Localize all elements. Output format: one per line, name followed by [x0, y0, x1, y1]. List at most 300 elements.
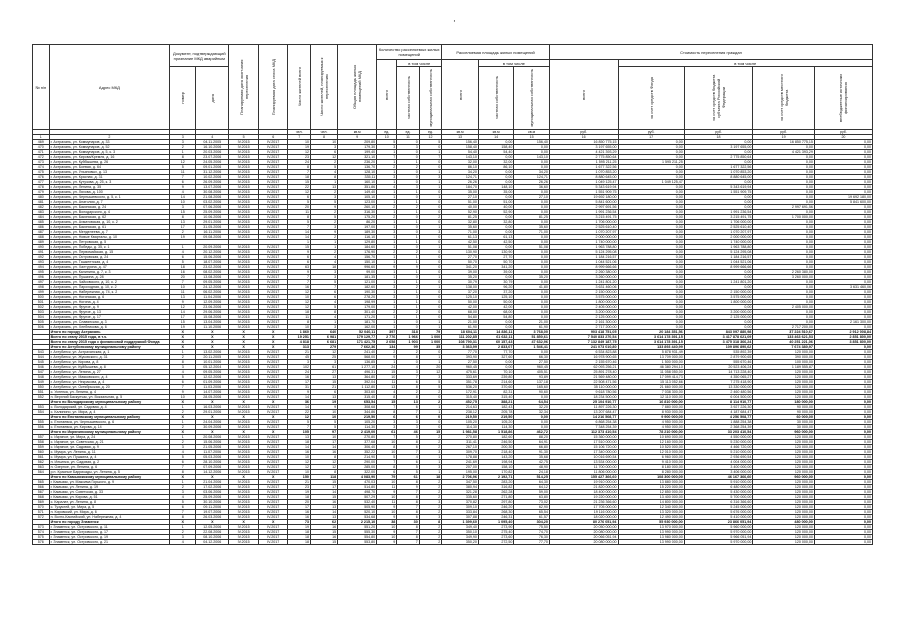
table-cell: 05.12.2004	[196, 365, 229, 370]
table-cell: 498,70	[338, 490, 377, 495]
table-cell: 158,10	[478, 465, 513, 470]
table-cell: 0,00	[814, 430, 872, 435]
table-cell: 12 490 000,00	[618, 515, 684, 520]
table-cell: 8	[397, 500, 419, 505]
col-cost-total-header	[549, 60, 618, 130]
table-cell: 15	[288, 245, 310, 250]
table-cell: 0	[419, 200, 441, 205]
table-cell: 0,00	[814, 460, 872, 465]
table-cell: IV.2015	[229, 205, 259, 210]
table-cell: 120 000,00	[753, 460, 815, 465]
table-cell: 40 251 221,06	[753, 340, 815, 345]
col-people-planned-header	[310, 45, 337, 130]
table-cell: 1	[377, 240, 397, 245]
table-cell: 0,00	[753, 175, 815, 180]
table-cell: 45	[288, 355, 310, 360]
table-cell: 15	[377, 370, 397, 375]
table-cell: 7	[397, 450, 419, 455]
table-cell: IV.2017	[258, 360, 288, 365]
table-cell: 492	[33, 255, 50, 260]
table-cell: 155 427 366,60	[549, 475, 618, 480]
table-cell: 39,00	[478, 270, 513, 275]
table-cell: 495	[33, 270, 50, 275]
table-cell: 0,00	[814, 170, 872, 175]
cost-total-label: всего	[581, 89, 587, 100]
table-cell: 9	[170, 185, 196, 190]
table-cell: 555,30	[338, 530, 377, 535]
address-cell: с. Икряное, ул. Садовая, д. 9	[49, 445, 170, 450]
table-cell: 6	[288, 195, 310, 200]
table-cell: IV.2015	[229, 280, 259, 285]
address-cell: с. Енотаевка, ул. Чернышевского, д. 6	[49, 420, 170, 425]
table-cell: 24.04.2006	[196, 420, 229, 425]
table-cell: 843 097 880,98	[684, 330, 753, 335]
table-cell: 0,00	[753, 160, 815, 165]
col-area-all-header	[442, 60, 479, 130]
table-cell: IV.2015	[229, 495, 259, 500]
table-cell: 09.11.2006	[196, 505, 229, 510]
table-cell: 3	[310, 360, 337, 365]
table-cell: 13 330 000,00	[684, 385, 753, 390]
table-cell: 0,00	[753, 315, 815, 320]
table-cell: 6	[397, 515, 419, 520]
table-cell: IV.2015	[229, 300, 259, 305]
table-cell: 24.12.2006	[196, 285, 229, 290]
table-cell: 21,00	[442, 320, 479, 325]
table-cell: 0,00	[684, 285, 753, 290]
table-cell: 16	[310, 535, 337, 540]
table-cell: 66,80	[514, 445, 550, 450]
table-cell: 3	[419, 375, 441, 380]
table-cell: 1 966	[397, 335, 419, 340]
table-cell: 18	[170, 265, 196, 270]
col-area-total-header	[338, 45, 377, 130]
table-cell: 8	[397, 535, 419, 540]
table-cell: 8	[397, 395, 419, 400]
table-cell: 120 000,00	[753, 490, 815, 495]
column-number-cell: 11	[397, 135, 419, 140]
table-cell: 28.10.2006	[196, 460, 229, 465]
table-cell: 1	[377, 305, 397, 310]
table-cell: 14 216 508,77	[549, 415, 618, 420]
table-cell: 2	[170, 440, 196, 445]
table-cell: 344,86	[338, 410, 377, 415]
table-cell: 0	[419, 235, 441, 240]
table-cell: 120 000,00	[753, 445, 815, 450]
table-cell: 120 000,00	[753, 440, 815, 445]
table-cell: 0,00	[814, 290, 872, 295]
table-cell: 21	[310, 385, 337, 390]
table-cell: 0	[419, 280, 441, 285]
table-cell: 10	[310, 140, 337, 145]
table-cell: 315,40	[338, 395, 377, 400]
table-cell: 50,70	[442, 260, 479, 265]
table-cell: 22 508 471,56	[549, 380, 618, 385]
table-cell: 2	[419, 435, 441, 440]
table-cell: 532,40	[338, 500, 377, 505]
table-cell: 0,00	[618, 295, 684, 300]
table-cell: 480	[33, 195, 50, 200]
address-cell: г. Астрахань, ул. Бакинская, д. 62	[49, 215, 170, 220]
table-cell: 111 202,85	[442, 335, 479, 340]
table-cell: 341,20	[442, 265, 479, 270]
table-cell: IV.2015	[229, 445, 259, 450]
table-cell: 491	[33, 250, 50, 255]
table-cell: IV.2015	[229, 270, 259, 275]
table-cell: 0,00	[814, 440, 872, 445]
unit-cell: руб.	[753, 130, 815, 135]
table-cell: 1	[170, 420, 196, 425]
table-cell: 0,00	[753, 180, 815, 185]
table-cell: 0,00	[814, 400, 872, 405]
table-cell: 0,00	[814, 175, 872, 180]
table-cell: 996,60	[338, 265, 377, 270]
table-cell: 0	[397, 150, 419, 155]
table-cell: 0,00	[814, 185, 872, 190]
table-cell: 3 400 000,00	[684, 465, 753, 470]
table-cell: 4	[377, 390, 397, 395]
table-cell: 1	[377, 210, 397, 215]
table-cell: 0,00	[814, 450, 872, 455]
unit-cell: чел.	[310, 130, 337, 135]
table-cell: 9	[288, 250, 310, 255]
table-cell: 21 660 000,00	[618, 385, 684, 390]
table-cell: 97	[310, 430, 337, 435]
table-cell: IV.2017	[258, 375, 288, 380]
table-cell: 273,90	[478, 525, 513, 530]
table-cell: 150,10	[338, 260, 377, 265]
table-cell: 0,00	[814, 220, 872, 225]
table-cell: 0,00	[514, 295, 550, 300]
table-cell: 11	[170, 170, 196, 175]
page-mark: ·	[453, 17, 456, 27]
table-cell: 12	[310, 460, 337, 465]
table-cell: 0,00	[478, 180, 513, 185]
table-cell: 9	[397, 265, 419, 270]
table-cell: 9	[288, 390, 310, 395]
table-cell: 189,30	[338, 230, 377, 235]
table-cell: 0,00	[753, 285, 815, 290]
table-cell: 2	[419, 525, 441, 530]
table-cell: 0,00	[618, 255, 684, 260]
column-number-cell: 3	[170, 135, 196, 140]
table-cell: 8 999 666,66	[549, 265, 618, 270]
table-cell: 3 260 000,00	[753, 275, 815, 280]
table-cell: 2 000 000,00	[549, 235, 618, 240]
table-cell: IV.2015	[229, 165, 259, 170]
table-cell: 73	[288, 520, 310, 525]
table-cell: 2 215,10	[338, 520, 377, 525]
table-cell: 10	[377, 375, 397, 380]
rooms-subgroup-header: в том числе	[397, 60, 442, 67]
table-cell: 17	[288, 380, 310, 385]
table-cell: X	[229, 340, 259, 345]
table-cell: 405,51	[514, 370, 550, 375]
table-cell: 6	[397, 415, 419, 420]
table-cell: IV.2015	[229, 540, 259, 545]
address-cell: г. Астрахань, ул. Фрунзе, д. 9	[49, 305, 170, 310]
table-cell: IV.2015	[229, 155, 259, 160]
table-cell: 1	[397, 270, 419, 275]
table-cell: 13 980 000,00	[618, 535, 684, 540]
table-cell: 12	[288, 300, 310, 305]
table-cell: 0,00	[814, 520, 872, 525]
people-total-label: Число жителей всего	[296, 67, 302, 107]
table-cell: 0,00	[514, 270, 550, 275]
table-cell: 20 066 051,94	[549, 535, 618, 540]
table-cell: 19	[170, 235, 196, 240]
table-cell: IV.2015	[229, 390, 259, 395]
table-cell: IV.2017	[258, 465, 288, 470]
table-cell: 0,00	[618, 195, 684, 200]
table-cell: 0,00	[618, 230, 684, 235]
table-cell: 0,00	[478, 275, 513, 280]
address-cell: Итого по Енотаевскому муниципальному району	[49, 415, 170, 420]
column-number-cell: 10	[377, 135, 397, 140]
table-cell: 21,00	[514, 320, 550, 325]
table-cell: 0,00	[814, 355, 872, 360]
table-cell: 200,30	[478, 445, 513, 450]
table-cell: 129,80	[338, 240, 377, 245]
table-cell: 0,00	[618, 275, 684, 280]
table-cell: 1	[419, 325, 441, 330]
table-cell: 37,20	[442, 290, 479, 295]
table-cell: 10	[377, 495, 397, 500]
table-cell: 260,10	[338, 205, 377, 210]
table-cell: 9	[170, 300, 196, 305]
table-cell: 32,34	[514, 410, 550, 415]
table-cell: 6	[397, 380, 419, 385]
table-cell: 60 157,43	[478, 340, 513, 345]
table-cell: 34,20	[442, 170, 479, 175]
table-cell: 16.11.2006	[196, 230, 229, 235]
table-cell: 470,03	[338, 480, 377, 485]
table-cell: 0,00	[618, 220, 684, 225]
table-cell: 1 184 216,57	[684, 255, 753, 260]
table-cell: 48,90	[514, 465, 550, 470]
table-cell: 0,00	[618, 280, 684, 285]
table-cell: IV.2015	[229, 315, 259, 320]
table-cell: 108 790,31	[442, 340, 479, 345]
table-cell: 0,00	[814, 240, 872, 245]
table-cell: 2	[397, 310, 419, 315]
table-cell: 20 050 000,00	[549, 525, 618, 530]
table-cell: 364,80	[338, 375, 377, 380]
table-cell: 21	[288, 480, 310, 485]
table-cell: 9	[310, 205, 337, 210]
table-cell: 0,00	[618, 150, 684, 155]
table-cell: 262,28	[478, 490, 513, 495]
table-cell: IV.2017	[258, 265, 288, 270]
table-cell: 10	[377, 440, 397, 445]
table-cell: 29.06.2006	[196, 310, 229, 315]
table-cell: 555	[33, 420, 50, 425]
table-cell: IV.2015	[229, 295, 259, 300]
table-cell: 1	[419, 150, 441, 155]
table-cell: 1	[419, 225, 441, 230]
table-cell: 133 893 440,99	[618, 345, 684, 350]
table-cell: 0	[397, 360, 419, 365]
table-cell: 4	[310, 315, 337, 320]
table-cell: 19	[288, 145, 310, 150]
table-cell: 125,10	[478, 295, 513, 300]
table-cell: 8	[170, 470, 196, 475]
table-cell: 1 070 853,20	[549, 170, 618, 175]
table-cell: 3	[310, 195, 337, 200]
table-cell: 3 631 460,06	[549, 285, 618, 290]
table-cell: 1	[288, 240, 310, 245]
table-cell: IV.2015	[229, 365, 259, 370]
table-cell: 2	[170, 530, 196, 535]
table-cell: 8	[397, 510, 419, 515]
table-cell: 479	[33, 190, 50, 195]
table-cell: 40,00	[478, 205, 513, 210]
table-cell: 27,50	[442, 360, 479, 365]
table-cell: 5	[288, 220, 310, 225]
table-cell: 0	[397, 155, 419, 160]
table-cell: IV.2015	[229, 175, 259, 180]
table-cell: IV.2015	[229, 510, 259, 515]
table-cell: 0,00	[514, 310, 550, 315]
table-cell: 77,70	[478, 350, 513, 355]
table-cell: 123,00	[338, 200, 377, 205]
table-cell: 3 363,99	[442, 345, 479, 350]
table-cell: 6	[397, 460, 419, 465]
table-cell: 26.09.2006	[196, 180, 229, 185]
col-cost-subject-header	[684, 67, 753, 130]
table-cell: 6	[170, 505, 196, 510]
table-cell: 7	[170, 280, 196, 285]
table-cell: 3	[377, 295, 397, 300]
table-cell: 0	[419, 165, 441, 170]
address-cell: п. Кировский, ул. Мира, д. 6	[49, 510, 170, 515]
table-cell: 9	[377, 490, 397, 495]
table-cell: 8	[397, 495, 419, 500]
col-people-total-header	[288, 45, 310, 130]
table-cell: 2	[419, 440, 441, 445]
table-cell: 1 500 000,00	[618, 360, 684, 365]
table-cell: 1	[377, 180, 397, 185]
table-cell: 0,00	[814, 245, 872, 250]
table-cell: 32,20	[514, 405, 550, 410]
table-cell: 0,00	[514, 305, 550, 310]
table-cell: 90 000,00	[753, 405, 815, 410]
table-cell: 4 950 000,00	[618, 420, 684, 425]
table-cell: 68,00	[442, 310, 479, 315]
table-cell: 0	[419, 270, 441, 275]
table-cell: 23.02.2006	[196, 265, 229, 270]
table-cell: 3	[377, 285, 397, 290]
address-cell: г. Камызяк, ул. Ленина, д. 19	[49, 485, 170, 490]
table-cell: 32,00	[442, 160, 479, 165]
table-cell: 86,10	[478, 165, 513, 170]
table-cell: 2	[419, 540, 441, 545]
table-cell: 0,00	[814, 495, 872, 500]
table-cell: IV.2017	[258, 290, 288, 295]
table-cell: 171,20	[338, 315, 377, 320]
table-cell: 501	[33, 300, 50, 305]
col-cost-local-header	[753, 67, 815, 130]
table-cell: 3	[310, 225, 337, 230]
table-cell: 5	[419, 385, 441, 390]
table-cell: IV.2017	[258, 155, 288, 160]
address-cell: г. Астрахань, ул. Халтурина, д. 47	[49, 265, 170, 270]
unit-cell: чел.	[288, 130, 310, 135]
table-cell: 496,31	[338, 370, 377, 375]
table-cell: 270,80	[442, 435, 479, 440]
table-cell: 15.06.2006	[196, 255, 229, 260]
table-cell: 55 930 000,00	[618, 520, 684, 525]
table-cell: 35,60	[514, 225, 550, 230]
table-cell: IV.2015	[229, 210, 259, 215]
table-cell: 5	[310, 280, 337, 285]
col-doc-date-header	[196, 67, 229, 130]
table-cell: 0,00	[514, 395, 550, 400]
table-cell: 13	[310, 515, 337, 520]
table-cell: 0,00	[753, 145, 815, 150]
table-cell: 6 316 366,60	[684, 500, 753, 505]
table-cell: IV.2017	[258, 500, 288, 505]
table-cell: 27,70	[478, 255, 513, 260]
table-cell: IV.2017	[258, 355, 288, 360]
table-cell: 156,40	[442, 140, 479, 145]
area-all-label: всего	[457, 89, 463, 100]
table-cell: X	[170, 475, 196, 480]
table-cell: X	[258, 415, 288, 420]
table-cell: 0,00	[753, 155, 815, 160]
table-cell: 120 000,00	[753, 455, 815, 460]
table-cell: 6	[170, 460, 196, 465]
table-cell: 120 000,00	[753, 370, 815, 375]
col-planned-date-header	[229, 45, 259, 130]
table-cell: 0,00	[814, 435, 872, 440]
table-cell: 2 851 800,00	[814, 335, 872, 340]
table-cell: 1	[310, 180, 337, 185]
table-cell: 377,68	[338, 440, 377, 445]
table-cell: 2	[419, 510, 441, 515]
table-cell: 120 000,00	[753, 450, 815, 455]
table-cell: X	[196, 345, 229, 350]
table-cell: 19	[170, 325, 196, 330]
table-cell: 2 997 691,56	[753, 205, 815, 210]
table-cell: 91,30	[514, 450, 550, 455]
table-cell: 32,80	[442, 220, 479, 225]
table-cell: 390 000,00	[753, 355, 815, 360]
table-cell: 20.11.2005	[196, 355, 229, 360]
table-cell: 10	[377, 480, 397, 485]
table-cell: 12	[310, 350, 337, 355]
table-cell: 0,00	[814, 420, 872, 425]
table-cell: 30.09.2006	[196, 425, 229, 430]
table-cell: 27,10	[442, 195, 479, 200]
table-cell: IV.2017	[258, 300, 288, 305]
table-cell: 4	[377, 185, 397, 190]
table-cell: X	[196, 340, 229, 345]
table-cell: X	[229, 335, 259, 340]
cost-extra-label: внебюджетные источники финансирования	[838, 74, 849, 122]
table-cell: 38	[377, 520, 397, 525]
table-cell: 8 880 645,00	[684, 175, 753, 180]
table-cell: 0	[419, 205, 441, 210]
table-cell: 1	[377, 150, 397, 155]
table-cell: 3	[377, 420, 397, 425]
table-cell: 1	[397, 220, 419, 225]
table-cell: 0,00	[618, 215, 684, 220]
table-cell: 8	[170, 515, 196, 520]
table-cell: 160,10	[338, 180, 377, 185]
table-cell: 03.06.2006	[196, 490, 229, 495]
table-cell: 1	[377, 315, 397, 320]
